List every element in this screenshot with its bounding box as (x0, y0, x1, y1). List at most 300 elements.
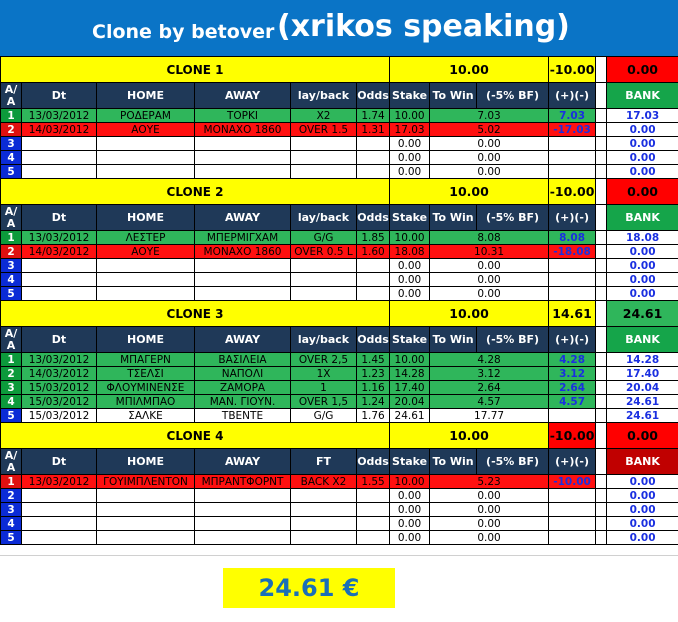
row-away-team[interactable]: ΝΑΠΟΛΙ (195, 367, 291, 381)
header-aa: A/ A (1, 327, 22, 353)
section-name: CLONE 4 (1, 423, 390, 449)
row-away-team[interactable] (195, 517, 291, 531)
row-number: 5 (1, 165, 22, 179)
row-stake: 17.03 (390, 123, 430, 137)
table-row[interactable] (1, 475, 678, 489)
title-banner (0, 0, 678, 56)
table-row[interactable] (1, 273, 678, 287)
row-to-win: 0.00 (430, 137, 549, 151)
gap-cell (596, 287, 607, 301)
header-to-win: To Win (430, 327, 477, 353)
row-away-team[interactable]: ΤΟΡΚΙ (195, 109, 291, 123)
header-date: Dt (22, 327, 97, 353)
row-bank: 17.03 (607, 109, 678, 123)
row-date[interactable] (22, 287, 97, 301)
header-date: Dt (22, 449, 97, 475)
row-home-team[interactable] (97, 531, 195, 545)
row-to-win: 5.02 (430, 123, 549, 137)
divider (0, 555, 678, 556)
header-odds: Odds (357, 83, 390, 109)
row-odds[interactable]: 1.74 (357, 109, 390, 123)
header-plus-minus: (+)(-) (549, 327, 596, 353)
row-date[interactable] (22, 273, 97, 287)
row-bet-type[interactable]: OVER 1,5 (291, 395, 357, 409)
header-stake: Stake (390, 205, 430, 231)
row-date[interactable]: 14/03/2012 (22, 245, 97, 259)
gap-cell (596, 503, 607, 517)
row-to-win: 17.77 (430, 409, 549, 423)
row-home-team[interactable] (97, 517, 195, 531)
row-date[interactable]: 15/03/2012 (22, 381, 97, 395)
table-row[interactable] (1, 503, 678, 517)
gap-cell (596, 109, 607, 123)
row-home-team[interactable] (97, 151, 195, 165)
row-to-win: 8.08 (430, 231, 549, 245)
row-bet-type[interactable]: G/G (291, 231, 357, 245)
table-row[interactable] (1, 137, 678, 151)
row-to-win: 0.00 (430, 151, 549, 165)
gap-cell (596, 245, 607, 259)
header-to-win: To Win (430, 205, 477, 231)
gap-cell (596, 137, 607, 151)
header-away: AWAY (195, 83, 291, 109)
row-away-team[interactable]: ΜΑΝ. ΓΙΟΥΝ. (195, 395, 291, 409)
row-bank: 0.00 (607, 475, 678, 489)
header-to-win: To Win (430, 83, 477, 109)
row-number: 1 (1, 475, 22, 489)
row-odds[interactable] (357, 151, 390, 165)
row-bank: 0.00 (607, 287, 678, 301)
row-odds[interactable]: 1.55 (357, 475, 390, 489)
row-odds[interactable] (357, 489, 390, 503)
row-away-team[interactable] (195, 165, 291, 179)
row-bet-type[interactable]: OVER 0.5 L (291, 245, 357, 259)
header-stake: Stake (390, 449, 430, 475)
row-away-team[interactable] (195, 273, 291, 287)
row-odds[interactable]: 1.24 (357, 395, 390, 409)
row-to-win: 0.00 (430, 287, 549, 301)
row-bet-type[interactable] (291, 489, 357, 503)
row-stake: 0.00 (390, 517, 430, 531)
gap-cell (596, 165, 607, 179)
row-date[interactable] (22, 151, 97, 165)
row-date[interactable]: 13/03/2012 (22, 475, 97, 489)
row-bank: 0.00 (607, 503, 678, 517)
row-profit-loss (549, 273, 596, 287)
row-stake: 0.00 (390, 489, 430, 503)
row-bank: 24.61 (607, 409, 678, 423)
row-home-team[interactable] (97, 503, 195, 517)
row-to-win: 2.64 (430, 381, 549, 395)
row-number: 3 (1, 381, 22, 395)
section-profit-loss: -10.00 (549, 423, 596, 449)
row-home-team[interactable] (97, 259, 195, 273)
row-profit-loss (549, 489, 596, 503)
table-row[interactable] (1, 259, 678, 273)
section-header-row (1, 179, 678, 205)
row-home-team[interactable]: ΑΟΥΕ (97, 245, 195, 259)
row-odds[interactable] (357, 137, 390, 151)
row-bet-type[interactable]: OVER 2,5 (291, 353, 357, 367)
gap-cell (596, 409, 607, 423)
gap-cell (596, 259, 607, 273)
section-bank: 0.00 (607, 57, 678, 83)
row-to-win: 0.00 (430, 531, 549, 545)
row-stake: 20.04 (390, 395, 430, 409)
row-date[interactable]: 13/03/2012 (22, 353, 97, 367)
row-stake: 0.00 (390, 503, 430, 517)
row-date[interactable] (22, 137, 97, 151)
row-away-team[interactable]: ΜΠΕΡΜΙΓΧΑΜ (195, 231, 291, 245)
row-bet-type[interactable] (291, 531, 357, 545)
table-row[interactable] (1, 109, 678, 123)
header-bf: (-5% BF) (477, 327, 549, 353)
row-profit-loss: 7.03 (549, 109, 596, 123)
row-odds[interactable] (357, 273, 390, 287)
row-home-team[interactable]: ΜΠΑΓΕΡΝ (97, 353, 195, 367)
header-bank: BANK (607, 205, 678, 231)
row-bet-type[interactable] (291, 151, 357, 165)
row-home-team[interactable]: ΑΟΥΕ (97, 123, 195, 137)
row-number: 5 (1, 287, 22, 301)
row-number: 1 (1, 109, 22, 123)
banner-subtitle: (xrikos speaking) (277, 9, 570, 44)
row-away-team[interactable] (195, 503, 291, 517)
row-profit-loss (549, 409, 596, 423)
row-away-team[interactable] (195, 137, 291, 151)
gap-cell (596, 151, 607, 165)
row-away-team[interactable]: ΜΟΝΑΧΟ 1860 (195, 123, 291, 137)
row-number: 4 (1, 395, 22, 409)
row-bet-type[interactable]: G/G (291, 409, 357, 423)
row-stake: 0.00 (390, 531, 430, 545)
row-bank: 17.40 (607, 367, 678, 381)
row-to-win: 3.12 (430, 367, 549, 381)
row-away-team[interactable]: ΤΒΕΝΤΕ (195, 409, 291, 423)
table-row[interactable] (1, 165, 678, 179)
row-odds[interactable]: 1.23 (357, 367, 390, 381)
row-bet-type[interactable]: 1X (291, 367, 357, 381)
row-home-team[interactable] (97, 137, 195, 151)
header-aa: A/ A (1, 449, 22, 475)
row-number: 2 (1, 367, 22, 381)
section-bank: 0.00 (607, 179, 678, 205)
row-away-team[interactable] (195, 151, 291, 165)
gap-cell (596, 205, 607, 231)
row-to-win: 5.23 (430, 475, 549, 489)
gap-cell (596, 353, 607, 367)
row-odds[interactable]: 1.85 (357, 231, 390, 245)
row-number: 3 (1, 259, 22, 273)
table-row[interactable] (1, 367, 678, 381)
row-bet-type[interactable]: X2 (291, 109, 357, 123)
row-number: 3 (1, 137, 22, 151)
row-number: 4 (1, 151, 22, 165)
row-profit-loss: 2.64 (549, 381, 596, 395)
header-bf: (-5% BF) (477, 83, 549, 109)
header-home: HOME (97, 327, 195, 353)
section-name: CLONE 2 (1, 179, 390, 205)
row-profit-loss (549, 165, 596, 179)
row-odds[interactable]: 1.31 (357, 123, 390, 137)
table-row[interactable] (1, 531, 678, 545)
total-bank: 24.61 € (223, 568, 395, 608)
column-header-row (1, 205, 678, 231)
row-date[interactable]: 13/03/2012 (22, 231, 97, 245)
gap-cell (596, 449, 607, 475)
row-date[interactable] (22, 489, 97, 503)
row-bet-type[interactable]: 1 (291, 381, 357, 395)
row-away-team[interactable]: ΜΟΝΑΧΟ 1860 (195, 245, 291, 259)
row-odds[interactable]: 1.16 (357, 381, 390, 395)
header-bf: (-5% BF) (477, 449, 549, 475)
row-date[interactable]: 14/03/2012 (22, 123, 97, 137)
header-bet-type: lay/back (291, 205, 357, 231)
section-stake: 10.00 (390, 301, 549, 327)
row-profit-loss: 8.08 (549, 231, 596, 245)
row-bank: 0.00 (607, 489, 678, 503)
header-date: Dt (22, 83, 97, 109)
row-stake: 10.00 (390, 109, 430, 123)
row-bank: 0.00 (607, 273, 678, 287)
section-stake: 10.00 (390, 57, 549, 83)
row-date[interactable] (22, 517, 97, 531)
row-bank: 20.04 (607, 381, 678, 395)
header-aa: A/ A (1, 205, 22, 231)
section-stake: 10.00 (390, 423, 549, 449)
row-bet-type[interactable] (291, 259, 357, 273)
section-profit-loss: -10.00 (549, 57, 596, 83)
gap-cell (596, 381, 607, 395)
row-bank: 24.61 (607, 395, 678, 409)
row-profit-loss (549, 503, 596, 517)
header-plus-minus: (+)(-) (549, 83, 596, 109)
header-odds: Odds (357, 327, 390, 353)
row-away-team[interactable]: ΒΑΣΙΛΕΙΑ (195, 353, 291, 367)
row-bank: 0.00 (607, 151, 678, 165)
row-home-team[interactable]: ΓΟΥΙΜΠΛΕΝΤΟΝ (97, 475, 195, 489)
table-row[interactable] (1, 395, 678, 409)
row-profit-loss (549, 531, 596, 545)
header-plus-minus: (+)(-) (549, 449, 596, 475)
row-home-team[interactable]: ΡΟΔΕΡΑΜ (97, 109, 195, 123)
row-profit-loss: -18.08 (549, 245, 596, 259)
row-away-team[interactable] (195, 259, 291, 273)
row-odds[interactable] (357, 287, 390, 301)
section-profit-loss: -10.00 (549, 179, 596, 205)
header-home: HOME (97, 83, 195, 109)
row-to-win: 10.31 (430, 245, 549, 259)
row-bank: 0.00 (607, 517, 678, 531)
header-away: AWAY (195, 205, 291, 231)
row-home-team[interactable] (97, 273, 195, 287)
table-row[interactable] (1, 231, 678, 245)
row-home-team[interactable] (97, 287, 195, 301)
header-plus-minus: (+)(-) (549, 205, 596, 231)
row-stake: 0.00 (390, 151, 430, 165)
row-bank: 0.00 (607, 245, 678, 259)
row-profit-loss (549, 517, 596, 531)
row-stake: 10.00 (390, 353, 430, 367)
row-to-win: 0.00 (430, 489, 549, 503)
header-away: AWAY (195, 327, 291, 353)
gap-cell (596, 57, 607, 83)
section-stake: 10.00 (390, 179, 549, 205)
column-header-row (1, 83, 678, 109)
header-stake: Stake (390, 327, 430, 353)
row-bet-type[interactable] (291, 287, 357, 301)
row-number: 2 (1, 123, 22, 137)
table-row[interactable] (1, 489, 678, 503)
row-bet-type[interactable]: BACK X2 (291, 475, 357, 489)
gap-cell (596, 395, 607, 409)
row-stake: 24.61 (390, 409, 430, 423)
row-bank: 0.00 (607, 165, 678, 179)
section-name: CLONE 1 (1, 57, 390, 83)
row-stake: 10.00 (390, 231, 430, 245)
row-away-team[interactable] (195, 287, 291, 301)
column-header-row (1, 327, 678, 353)
row-stake: 18.08 (390, 245, 430, 259)
row-date[interactable]: 15/03/2012 (22, 395, 97, 409)
table-row[interactable] (1, 353, 678, 367)
row-away-team[interactable]: ΜΠΡΑΝΤΦΟΡΝΤ (195, 475, 291, 489)
row-stake: 17.40 (390, 381, 430, 395)
row-to-win: 0.00 (430, 259, 549, 273)
header-home: HOME (97, 449, 195, 475)
row-bet-type[interactable] (291, 517, 357, 531)
row-date[interactable] (22, 531, 97, 545)
row-profit-loss (549, 151, 596, 165)
row-home-team[interactable] (97, 165, 195, 179)
gap-cell (596, 179, 607, 205)
row-odds[interactable] (357, 531, 390, 545)
header-bank: BANK (607, 449, 678, 475)
row-odds[interactable] (357, 165, 390, 179)
row-stake: 0.00 (390, 165, 430, 179)
row-number: 1 (1, 353, 22, 367)
table-row[interactable] (1, 409, 678, 423)
row-bet-type[interactable] (291, 165, 357, 179)
section-bank: 24.61 (607, 301, 678, 327)
row-odds[interactable]: 1.45 (357, 353, 390, 367)
header-bank: BANK (607, 83, 678, 109)
row-home-team[interactable] (97, 489, 195, 503)
row-odds[interactable]: 1.76 (357, 409, 390, 423)
row-to-win: 7.03 (430, 109, 549, 123)
gap-cell (596, 123, 607, 137)
row-away-team[interactable] (195, 531, 291, 545)
header-to-win: To Win (430, 449, 477, 475)
betting-sheet (0, 56, 678, 545)
row-stake: 0.00 (390, 273, 430, 287)
column-header-row (1, 449, 678, 475)
header-odds: Odds (357, 449, 390, 475)
gap-cell (596, 83, 607, 109)
row-home-team[interactable]: ΦΛΟΥΜΙΝΕΝΣΕ (97, 381, 195, 395)
gap-cell (596, 301, 607, 327)
row-bet-type[interactable]: OVER 1.5 (291, 123, 357, 137)
header-odds: Odds (357, 205, 390, 231)
row-odds[interactable] (357, 503, 390, 517)
row-profit-loss (549, 287, 596, 301)
row-profit-loss (549, 137, 596, 151)
row-bank: 14.28 (607, 353, 678, 367)
row-date[interactable] (22, 503, 97, 517)
row-to-win: 0.00 (430, 273, 549, 287)
row-bank: 18.08 (607, 231, 678, 245)
row-away-team[interactable] (195, 489, 291, 503)
table-row[interactable] (1, 381, 678, 395)
gap-cell (596, 475, 607, 489)
row-date[interactable] (22, 259, 97, 273)
row-odds[interactable]: 1.60 (357, 245, 390, 259)
section-header-row (1, 57, 678, 83)
row-away-team[interactable]: ΖΑΜΟΡΑ (195, 381, 291, 395)
row-home-team[interactable]: ΣΑΛΚΕ (97, 409, 195, 423)
table-row[interactable] (1, 123, 678, 137)
row-profit-loss: 4.57 (549, 395, 596, 409)
row-profit-loss: 3.12 (549, 367, 596, 381)
row-profit-loss (549, 259, 596, 273)
gap-cell (596, 273, 607, 287)
row-profit-loss: 4.28 (549, 353, 596, 367)
gap-cell (596, 489, 607, 503)
row-number: 5 (1, 409, 22, 423)
row-stake: 14.28 (390, 367, 430, 381)
table-row[interactable] (1, 287, 678, 301)
gap-cell (596, 517, 607, 531)
row-bet-type[interactable] (291, 503, 357, 517)
section-header-row (1, 301, 678, 327)
table-row[interactable] (1, 151, 678, 165)
row-home-team[interactable]: ΜΠΙΛΜΠΑΟ (97, 395, 195, 409)
row-date[interactable]: 14/03/2012 (22, 367, 97, 381)
gap-cell (596, 423, 607, 449)
table-row[interactable] (1, 517, 678, 531)
row-date[interactable] (22, 165, 97, 179)
table-row[interactable] (1, 245, 678, 259)
row-stake: 0.00 (390, 259, 430, 273)
banner-title: Clone by betover (92, 21, 275, 43)
row-number: 2 (1, 489, 22, 503)
row-to-win: 0.00 (430, 503, 549, 517)
header-date: Dt (22, 205, 97, 231)
row-to-win: 4.28 (430, 353, 549, 367)
row-date[interactable]: 13/03/2012 (22, 109, 97, 123)
row-bet-type[interactable] (291, 273, 357, 287)
row-profit-loss: -10.00 (549, 475, 596, 489)
header-bf: (-5% BF) (477, 205, 549, 231)
section-name: CLONE 3 (1, 301, 390, 327)
gap-cell (596, 531, 607, 545)
row-date[interactable]: 15/03/2012 (22, 409, 97, 423)
row-number: 4 (1, 517, 22, 531)
row-stake: 0.00 (390, 137, 430, 151)
gap-cell (596, 367, 607, 381)
row-odds[interactable] (357, 259, 390, 273)
row-bank: 0.00 (607, 531, 678, 545)
header-bet-type: FT (291, 449, 357, 475)
row-number: 4 (1, 273, 22, 287)
row-number: 2 (1, 245, 22, 259)
row-profit-loss: -17.03 (549, 123, 596, 137)
row-odds[interactable] (357, 517, 390, 531)
row-bet-type[interactable] (291, 137, 357, 151)
row-home-team[interactable]: ΛΕΣΤΕΡ (97, 231, 195, 245)
gap-cell (596, 231, 607, 245)
row-home-team[interactable]: ΤΣΕΛΣΙ (97, 367, 195, 381)
